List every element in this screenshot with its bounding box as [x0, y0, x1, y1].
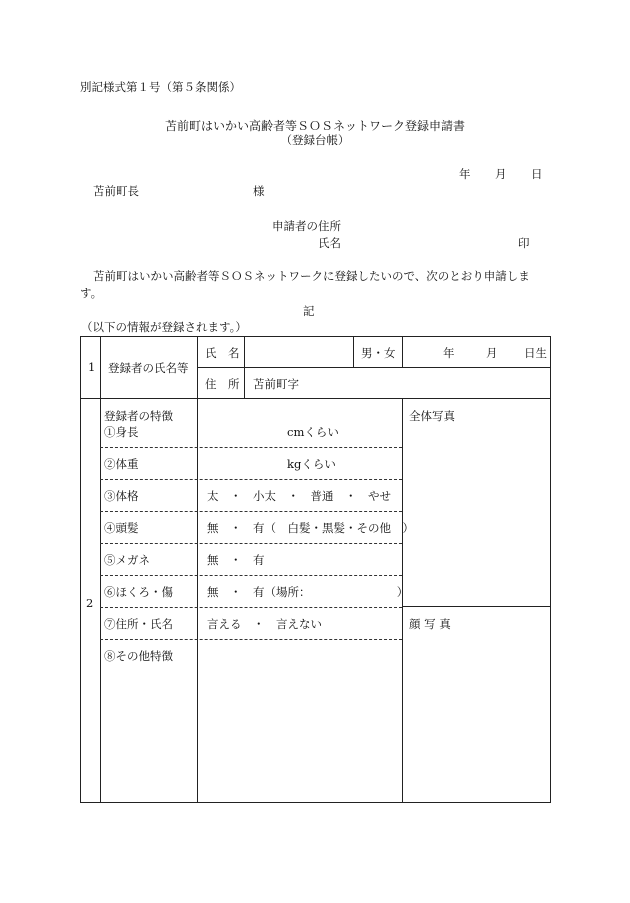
photo-area-divider — [402, 606, 551, 607]
request-paragraph: 苫前町はいかい高齢者等ＳＯＳネットワークに登録したいので、次のとおり申請しま — [93, 269, 530, 283]
feature-height-label: ①身長 — [104, 425, 139, 439]
feature-hair-label: ④頭髪 — [104, 521, 139, 535]
table-row-divider — [80, 398, 551, 399]
feature-mole-scar-label: ⑥ほくろ・傷 — [104, 585, 173, 599]
feature-row-divider — [100, 447, 402, 448]
dob-year-label: 年 — [443, 346, 455, 360]
date-day-label: 日 — [531, 167, 543, 181]
feature-height-value: cmくらい — [287, 425, 339, 439]
applicant-name-label: 氏名 — [318, 236, 341, 250]
form-number: 別記様式第１号（第５条関係） — [80, 80, 241, 94]
table-top-border — [80, 336, 551, 337]
row1-number: 1 — [88, 360, 96, 374]
table-bottom-border — [80, 802, 551, 803]
feature-glasses-value: 無 ・ 有 — [207, 553, 265, 567]
addressee-honorific: 様 — [253, 184, 265, 198]
applicant-address-label: 申請者の住所 — [272, 219, 341, 233]
table-right-border — [550, 336, 551, 802]
feature-mole-scar-value: 無 ・ 有（場所： ） — [207, 585, 409, 599]
row1-inner-divider — [197, 367, 551, 368]
row2-label-divider — [197, 398, 198, 802]
full-photo-label: 全体写真 — [409, 409, 455, 423]
address-field-label: 住 所 — [205, 377, 240, 391]
feature-weight-value: kgくらい — [287, 457, 336, 471]
row1-sex-dob-divider — [402, 336, 403, 367]
feature-other-label: ⑧その他特徴 — [104, 649, 173, 663]
registration-note: （以下の情報が登録されます。） — [81, 320, 247, 334]
name-field-label: 氏 名 — [205, 346, 240, 360]
row1-name-sex-divider — [353, 336, 354, 367]
date-month-label: 月 — [495, 167, 507, 181]
feature-row-divider — [100, 511, 402, 512]
row2-photo-divider — [402, 398, 403, 802]
feature-address-name-label: ⑦住所・氏名 — [104, 617, 173, 631]
dob-month-label: 月 — [486, 346, 498, 360]
features-heading: 登録者の特徴 — [104, 409, 173, 423]
dob-day-label: 日生 — [524, 346, 547, 360]
feature-row-divider — [100, 575, 402, 576]
feature-glasses-label: ⑤メガネ — [104, 553, 150, 567]
feature-row-divider — [100, 607, 402, 608]
face-photo-label: 顔 写 真 — [409, 617, 451, 631]
feature-row-divider — [100, 479, 402, 480]
sex-options: 男・女 — [361, 346, 396, 360]
date-year-label: 年 — [459, 167, 471, 181]
row2-number: 2 — [86, 596, 94, 610]
feature-address-name-value: 言える ・ 言えない — [207, 617, 322, 631]
seal-mark: 印 — [518, 236, 530, 250]
row1-label: 登録者の氏名等 — [108, 361, 189, 375]
feature-row-divider — [100, 543, 402, 544]
document-title: 苫前町はいかい高齢者等ＳＯＳネットワーク登録申請書 — [164, 119, 465, 133]
request-paragraph-cont: す。 — [80, 286, 103, 300]
feature-build-label: ③体格 — [104, 489, 139, 503]
feature-hair-value: 無 ・ 有（ 白髪・黒髪・その他 ） — [207, 521, 414, 535]
table-left-border — [80, 336, 81, 802]
addressee: 苫前町長 — [93, 184, 139, 198]
feature-weight-label: ②体重 — [104, 457, 139, 471]
address-value: 苫前町字 — [253, 377, 299, 391]
feature-build-value: 太 ・ 小太 ・ 普通 ・ やせ — [207, 489, 391, 503]
ki-label: 記 — [303, 304, 315, 318]
feature-row-divider — [100, 639, 402, 640]
document-subtitle: （登録台帳） — [280, 133, 350, 147]
table-number-column-line — [100, 336, 101, 802]
